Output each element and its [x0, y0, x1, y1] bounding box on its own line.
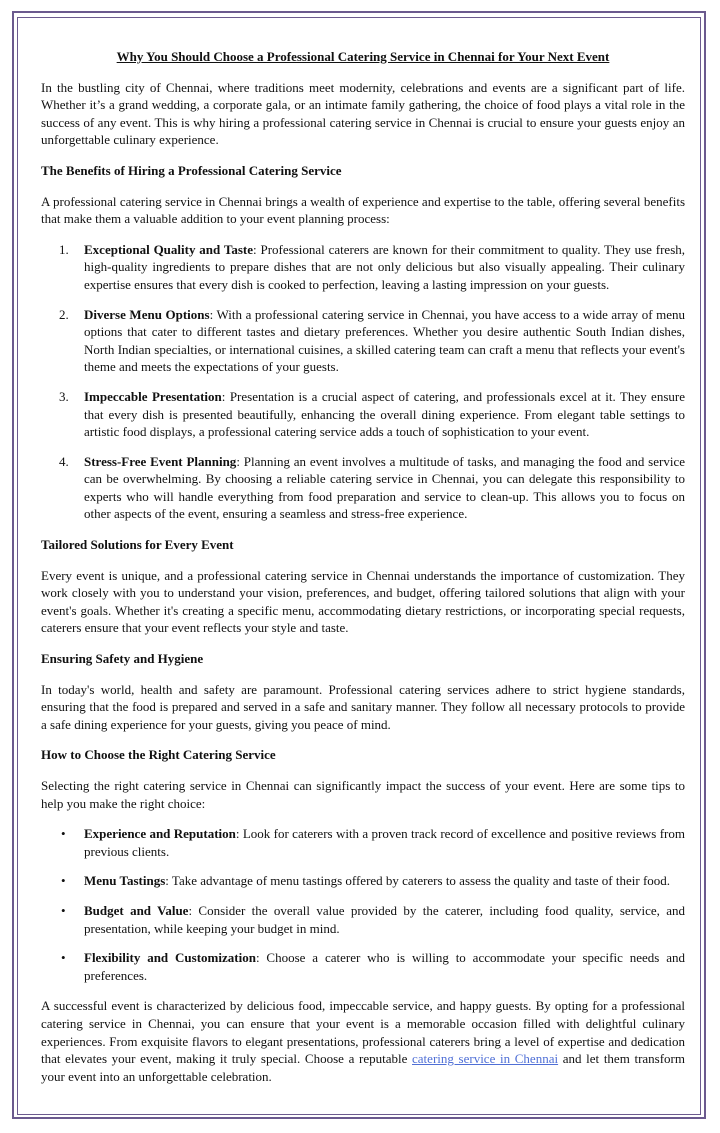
list-item-text: : Professional caterers are known for their commitment to quality. They use fresh, high-quality ingredients to prepare dishes that are not only delicious but also visually appealing. Their culinary expertise ensures that every dish is cooked to perfection, leaving a lasting impression on your guests.: [84, 241, 686, 292]
list-item-text: : Consider the overall value provided by the caterer, including food quality, service, and presentation, while keeping your budget in mind.: [84, 902, 685, 936]
list-number: 2.: [59, 306, 69, 322]
choose-heading: How to Choose the Right Catering Service: [41, 747, 276, 763]
list-item-text: : Planning an event involves a multitude of tasks, and managing the food and service can be overwhelming. By choosing a reliable catering service in Chennai, you can delegate this responsibility to experts who will handle everything from food preparation and service to clean-up. This allows you to focus on other aspects of the event, ensuring a seamless and stress-free experience.: [84, 453, 685, 522]
list-item-text: : With a professional catering service in Chennai, you have access to a wide array of menu options that cater to different tastes and dietary preferences. Whether you desire authentic South Indian dishes, North Indian specialties, or international cuisines, a skilled catering team can craft a menu that reflects your event's theme and meets the expectations of your guests.: [84, 306, 685, 375]
list-item: [41, 241, 685, 294]
list-item-title: Budget and Value: [84, 902, 189, 918]
conclusion-paragraph: [41, 997, 685, 1085]
list-number: 1.: [59, 241, 69, 257]
bullet-icon: •: [61, 950, 66, 966]
page-title: Why You Should Choose a Professional Catering Service in Chennai for Your Next Event: [116, 49, 610, 64]
list-item-title: Stress-Free Event Planning: [84, 453, 237, 469]
list-item-text: : Choose a caterer who is willing to accommodate your specific needs and preferences.: [84, 950, 685, 983]
list-item-title: Exceptional Quality and Taste: [84, 241, 254, 257]
list-number: 4.: [59, 453, 69, 469]
list-item-text: : Take advantage of menu tastings offered by caterers to assess the quality and taste of their food.: [165, 873, 671, 889]
list-item-title: Diverse Menu Options: [84, 306, 210, 322]
list-item-title: Experience and Reputation: [84, 826, 236, 842]
list-item: [41, 949, 685, 984]
list-item: [41, 902, 685, 937]
list-number: 3.: [59, 388, 69, 404]
list-item: [41, 872, 685, 890]
catering-service-link[interactable]: catering service in Chennai: [412, 1051, 559, 1067]
conclusion-text-after: and let them transform your event into an unforgettable celebration.: [41, 1051, 685, 1084]
tailored-paragraph: Every event is unique, and a professional catering service in Chennai understands the importance of customization. They work closely with you to understand your vision, preferences, and budget, offering tailored solutions that align with your event's goals. Whether it's creating a specific menu, accommodating dietary restrictions, or incorporating special requests, caterers ensure that your event reflects your style and taste.: [41, 567, 685, 636]
safety-paragraph: In today's world, health and safety are paramount. Professional catering services adhere to strict hygiene standards, ensuring that the food is prepared and served in a safe and sanitary manner. They follow all necessary protocols to provide a safe dining experience for your guests, giving you peace of mind.: [41, 681, 685, 732]
list-item-title: Flexibility and Customization: [84, 950, 256, 966]
list-item-title: Menu Tastings: [84, 873, 166, 889]
list-item: [41, 306, 685, 376]
list-item-text: : Presentation is a crucial aspect of catering, and professionals excel at it. They ensure that every dish is presented beautifully, enhancing the overall dining experience. From elegant table settings to artistic food displays, a professional catering service adds a touch of sophistication to your event.: [84, 388, 685, 440]
tips-list: [41, 825, 685, 984]
benefits-list: [41, 241, 685, 523]
safety-heading: Ensuring Safety and Hygiene: [41, 651, 204, 667]
bullet-icon: •: [61, 902, 66, 918]
list-item: [41, 453, 685, 523]
choose-intro: Selecting the right catering service in Chennai can significantly impact the success of your event. Here are some tips to help you make the right choice:: [41, 778, 685, 811]
document-body: [41, 48, 685, 1085]
tailored-heading: Tailored Solutions for Every Event: [41, 537, 234, 553]
list-item-title: Impeccable Presentation: [84, 388, 222, 404]
list-item-text: : Look for caterers with a proven track record of excellence and positive reviews from previous clients.: [84, 826, 685, 859]
benefits-heading: The Benefits of Hiring a Professional Catering Service: [41, 162, 342, 178]
list-item: [41, 825, 685, 860]
bullet-icon: •: [61, 873, 66, 889]
benefits-intro: A professional catering service in Chennai brings a wealth of experience and expertise to the table, offering several benefits that make them a valuable addition to your event planning process:: [41, 193, 685, 227]
list-item: [41, 388, 685, 441]
intro-paragraph: In the bustling city of Chennai, where traditions meet modernity, celebrations and events are a significant part of life. Whether it’s a grand wedding, a corporate gala, or an intimate family gathering, the choice of food plays a vital role in the success of any event. This is why hiring a professional catering service in Chennai is crucial to ensure your guests enjoy an unforgettable culinary experience.: [41, 79, 685, 148]
conclusion-text-before: A successful event is characterized by delicious food, impeccable service, and happy guests. By opting for a professional catering service in Chennai, you can ensure that your event is a memorable occasion filled with delightful culinary experiences. From exquisite flavors to elegant presentations, professional caterers bring a level of expertise and dedication that elevates your event, making it truly special. Choose a reputable: [41, 998, 685, 1067]
bullet-icon: •: [61, 826, 66, 842]
